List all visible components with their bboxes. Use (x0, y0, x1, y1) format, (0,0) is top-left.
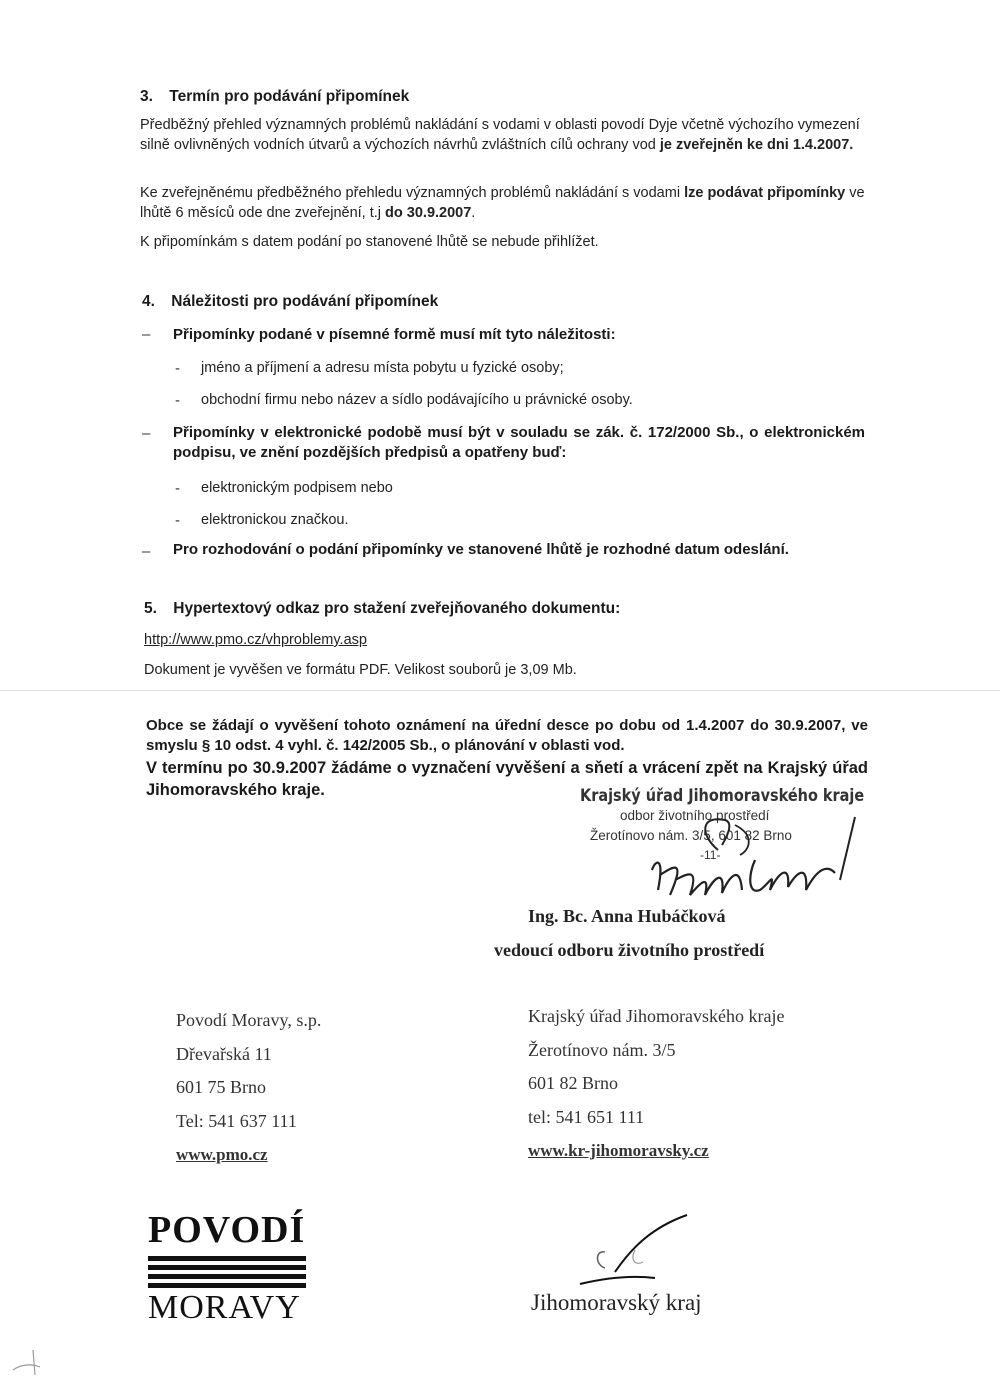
requirement-electronic: Připomínky v elektronické podobě musí být v souladu se zák. č. 172/2000 Sb., o elektronickém podpisu, ve znění pozdějších předpisů a opatřeny buď: (173, 424, 865, 461)
bullet-dash: - (175, 360, 180, 377)
logo-stripe (148, 1283, 306, 1288)
document-format-note: Dokument je vyvěšen ve formátu PDF. Velikost souborů je 3,09 Mb. (144, 662, 577, 678)
contact-left (176, 1004, 321, 1172)
contact-org: Krajský úřad Jihomoravského kraje (528, 1006, 785, 1026)
paragraph-bold: lze podávat připomínky (684, 185, 846, 201)
contact-phone: Tel: 541 637 111 (176, 1110, 297, 1131)
paragraph-text: Předběžný přehled významných problémů nakládání s vodami v oblasti povodí Dyje včetně výchozího vymezení silně ovlivněných vodních útvarů a výchozích návrhů zvláštních cílů ochrany vod (140, 117, 860, 153)
fold-line (0, 690, 1000, 691)
jihomoravsky-kraj-logo-text: Jihomoravský kraj (531, 1290, 702, 1315)
contact-phone: tel: 541 651 111 (528, 1106, 645, 1127)
section-title: Hypertextový odkaz pro stažení zveřejňovaného dokumentu: (173, 600, 621, 617)
section-number: 5. (144, 600, 157, 617)
paragraph-bold: do 30.9.2007 (385, 205, 472, 221)
stamp-title: Krajský úřad Jihomoravského kraje (580, 786, 865, 806)
section-number: 4. (142, 293, 155, 310)
contact-website[interactable]: www.pmo.cz (176, 1145, 268, 1164)
notice-posting-request: Obce se žádají o vyvěšení tohoto oznámení na úřední desce po dobu od 1.4.2007 do 30.9.2007, ve smyslu § 10 odst. 4 vyhl. č. 142/2005 Sb., o plánování v oblasti vod. (146, 717, 868, 754)
document-link[interactable]: http://www.pmo.cz/vhproblemy.asp (144, 632, 367, 648)
section-3-paragraph-3: K připomínkám s datem podání po stanovené lhůtě se nebude přihlížet. (140, 234, 599, 250)
sub-item: elektronickou značkou. (201, 512, 349, 528)
povodi-moravy-logo (148, 1210, 313, 1330)
contact-street: Žerotínovo nám. 3/5 (528, 1039, 676, 1060)
section-3-paragraph-1 (140, 115, 865, 155)
contact-city: 601 75 Brno (176, 1077, 266, 1097)
jihomoravsky-kraj-emblem (575, 1210, 695, 1290)
paragraph-bold: je zveřejněn ke dni 1.4.2007. (659, 137, 854, 153)
stamp-address: Žerotínovo nám. 3/5, 601 82 Brno (590, 828, 792, 843)
contact-org: Povodí Moravy, s.p. (176, 1010, 322, 1030)
notice-return-request: V termínu po 30.9.2007 žádáme o vyznačení vyvěšení a sňetí a vrácení zpět na Krajský úřad Jihomoravského kraje. (146, 759, 868, 799)
contact-right (528, 1000, 784, 1168)
scan-mark (5, 1345, 55, 1385)
logo-stripe (148, 1256, 306, 1261)
section-5-heading (144, 600, 620, 618)
signatory-role: vedoucí odboru životního prostředí (494, 940, 765, 960)
logo-text-top: POVODÍ (148, 1209, 306, 1251)
section-4-heading (142, 293, 438, 311)
section-3-heading (140, 88, 409, 106)
paragraph-text: . (471, 205, 476, 221)
contact-city: 601 82 Brno (528, 1073, 618, 1093)
paragraph-text: ve lhůtě 6 měsíců ode dne zveřejnění, t.j (140, 185, 865, 221)
logo-stripe (148, 1265, 306, 1270)
signatory-name: Ing. Bc. Anna Hubáčková (528, 906, 726, 926)
logo-stripe (148, 1274, 306, 1279)
contact-street: Dřevařská 11 (176, 1043, 272, 1064)
sub-item: elektronickým podpisem nebo (201, 480, 393, 496)
section-title: Náležitosti pro podávání připomínek (171, 293, 439, 310)
logo-text-bottom: MORAVY (148, 1289, 301, 1326)
requirement-written: Připomínky podané v písemné formě musí mít tyto náležitosti: (173, 326, 616, 343)
stamp-department: odbor životního prostředí (620, 808, 770, 823)
bullet-dash: - (175, 392, 180, 409)
bullet-dash: - (175, 512, 180, 529)
paragraph-text: Ke zveřejněnému předběžného přehledu významných problémů nakládání s vodami (140, 185, 685, 201)
section-number: 3. (140, 88, 153, 105)
bullet-dash: – (142, 543, 151, 560)
handwritten-signature (630, 795, 880, 915)
sub-item: obchodní firmu nebo název a sídlo podávajícího u právnické osoby. (201, 392, 633, 408)
section-3-paragraph-2 (140, 183, 865, 223)
contact-website[interactable]: www.kr-jihomoravsky.cz (528, 1141, 709, 1160)
bullet-dash: – (142, 326, 151, 343)
requirement-deadline: Pro rozhodování o podání připomínky ve stanovené lhůtě je rozhodné datum odeslání. (173, 541, 789, 558)
bullet-dash: – (142, 425, 151, 442)
stamp-code: -11- (700, 848, 721, 862)
bullet-dash: - (175, 480, 180, 497)
section-title: Termín pro podávání připomínek (169, 88, 410, 105)
sub-item: jméno a příjmení a adresu místa pobytu u fyzické osoby; (201, 360, 564, 376)
